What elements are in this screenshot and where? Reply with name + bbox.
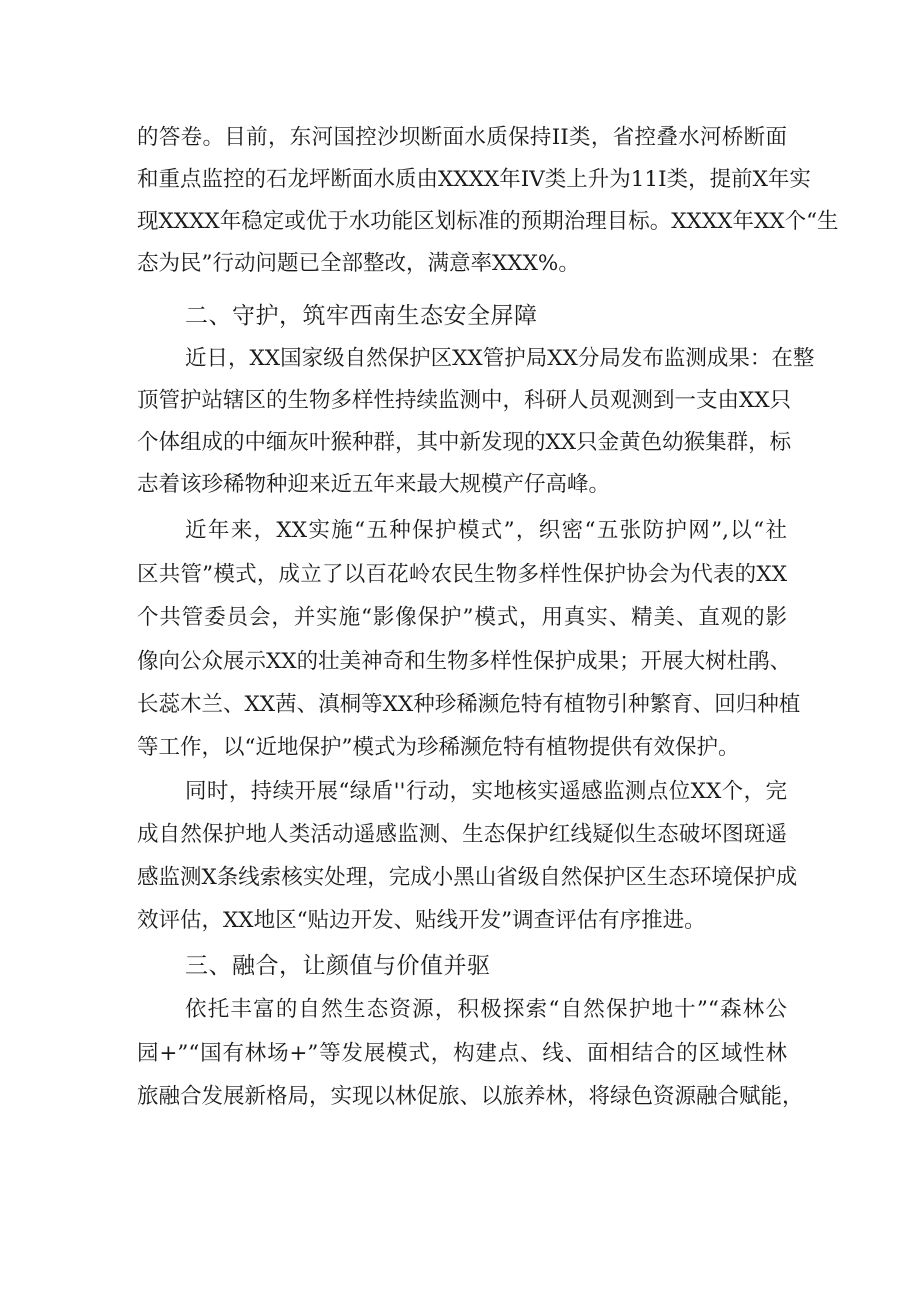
paragraph-line: 顶管护站辖区的生物多样性持续监测中，科研人员观测到一支由XX只 [137, 388, 792, 413]
paragraph-line: 志着该珍稀物种迎来近五年来最大规模产仔高峰。 [137, 472, 611, 497]
paragraph-line: 近日，XX国家级自然保护区XX管护局XX分局发布监测成果：在整 [185, 346, 815, 371]
paragraph-line: 个共管委员会，并实施“影像保护”模式，用真实、精美、直观的影 [137, 605, 787, 630]
paragraph-line: 现XXXX年稳定或优于水功能区划标准的预期治理目标。XXXX年XX个“生 [137, 209, 839, 234]
paragraph-line: 成自然保护地人类活动遥感监测、生态保护红线疑似生态破坏图斑遥 [137, 822, 787, 847]
paragraph-line: 区共管”模式，成立了以百花岭农民生物多样性保护协会为代表的XX [137, 562, 787, 587]
paragraph-line: 依托丰富的自然生态资源，积极探索“自然保护地十”“森林公 [185, 997, 787, 1022]
section-heading-3: 三、融合，让颜值与价值并驱 [185, 953, 491, 979]
paragraph-line: 效评估，XX地区“贴边开发、贴线开发”调查评估有序推进。 [137, 908, 706, 933]
paragraph-line: 和重点监控的石龙坪断面水质由XXXX年IV类上升为11I类，提前X年实 [137, 167, 811, 192]
paragraph-line: 近年来，XX实施“五种保护模式”，织密“五张防护网”,以“社 [185, 518, 787, 543]
paragraph-line: 个体组成的中缅灰叶猴种群，其中新发现的XX只金黄色幼猴集群，标 [137, 430, 792, 455]
paragraph-line: 旅融合发展新格局，实现以林促旅、以旅养林，将绿色资源融合赋能， [137, 1084, 804, 1109]
paragraph-line: 长蕊木兰、XX茜、滇桐等XX种珍稀濒危特有植物引种繁育、回归种植 [137, 692, 801, 717]
paragraph-line: 感监测X条线索核实处理，完成小黑山省级自然保护区生态环境保护成 [137, 865, 798, 890]
section-heading-2: 二、守护，筑牢西南生态安全屏障 [185, 303, 538, 329]
paragraph-line: 等工作，以“近地保护”模式为珍稀濒危特有植物提供有效保护。 [137, 735, 740, 760]
paragraph-line: 态为民”行动问题已全部整改，满意率XXX%。 [137, 251, 580, 276]
paragraph-line: 园+”“国有林场+”等发展模式，构建点、线、面相结合的区域性林 [137, 1041, 787, 1066]
paragraph-line: 的答卷。目前，东河国控沙坝断面水质保持II类，省控叠水河桥断面 [137, 125, 787, 150]
paragraph-line: 像向公众展示XX的壮美神奇和生物多样性保护成果；开展大树杜鹃、 [137, 649, 792, 674]
paragraph-line: 同时，持续开展“绿盾''行动，实地核实遥感监测点位XX个，完 [185, 779, 787, 804]
